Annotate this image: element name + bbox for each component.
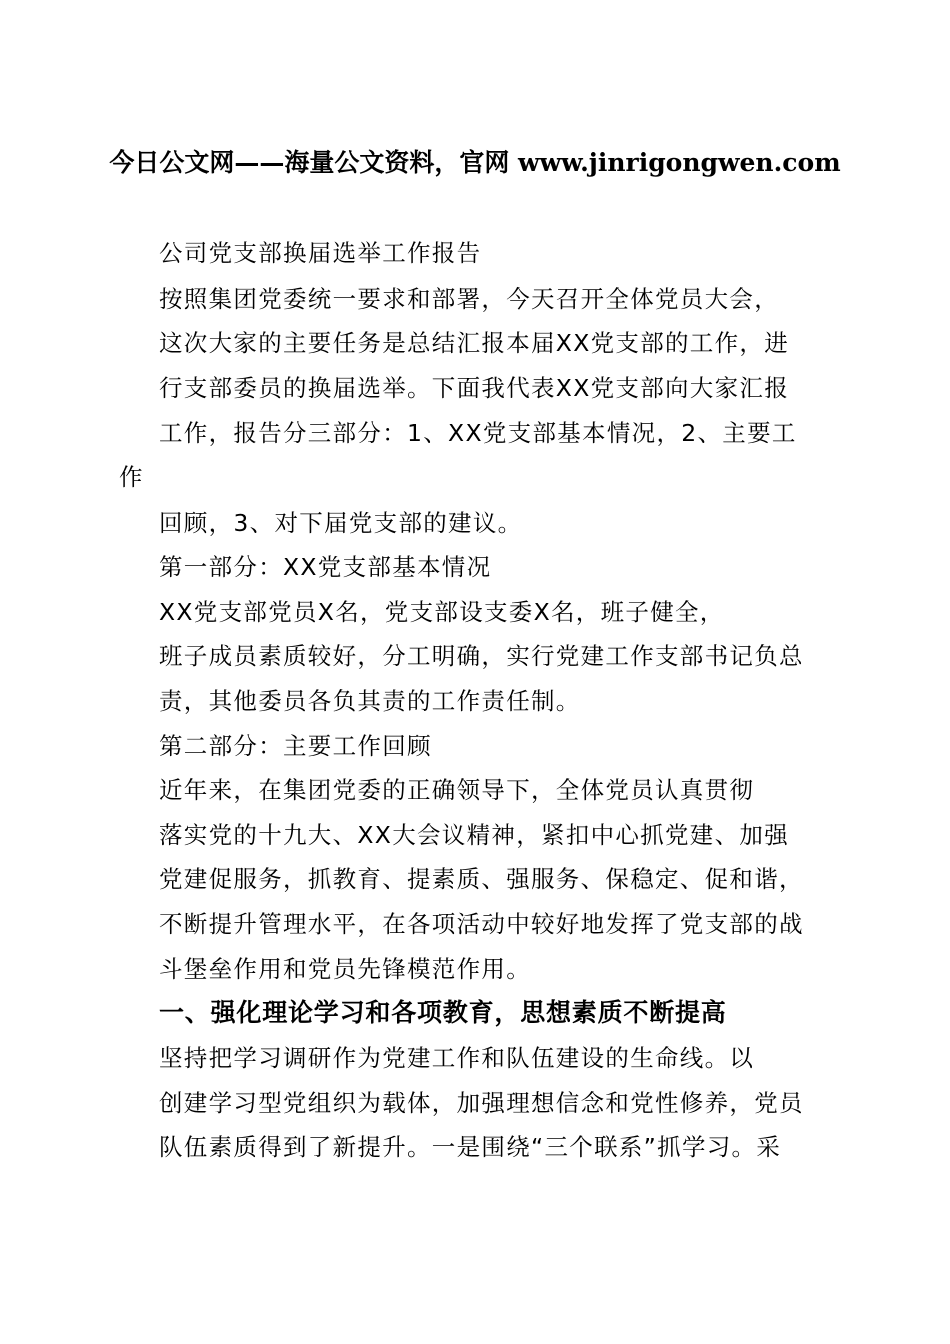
intro-line: 作 [119,463,144,491]
section1-heading: 一、强化理论学习和各项教育，思想素质不断提高 [159,998,727,1027]
intro-line: 按照集团党委统一要求和部署，今天召开全体党员大会， [159,285,779,313]
site-header: 今日公文网——海量公文资料，官网 www.jinrigongwen.com [109,148,841,177]
section1-line: 队伍素质得到了新提升。一是围绕“三个联系”抓学习。采 [159,1133,782,1161]
intro-line: 行支部委员的换届选举。下面我代表XX党支部向大家汇报 [159,374,789,402]
part2-heading: 第二部分：主要工作回顾 [159,732,432,760]
part1-line: 班子成员素质较好，分工明确，实行党建工作支部书记负总 [159,642,804,670]
part2-line: 斗堡垒作用和党员先锋模范作用。 [159,955,531,983]
intro-line: 工作，报告分三部分：1、XX党支部基本情况，2、主要工 [159,419,797,447]
intro-line: 回顾，3、对下届党支部的建议。 [159,509,523,537]
section1-line: 创建学习型党组织为载体，加强理想信念和党性修养，党员 [159,1089,804,1117]
document-title: 公司党支部换届选举工作报告 [159,239,482,267]
intro-line: 这次大家的主要任务是总结汇报本届XX党支部的工作，进 [159,329,789,357]
part1-heading: 第一部分：XX党支部基本情况 [159,553,492,581]
part2-line: 近年来，在集团党委的正确领导下，全体党员认真贯彻 [159,776,755,804]
part2-line: 党建促服务，抓教育、提素质、强服务、保稳定、促和谐， [159,865,804,893]
part2-line: 落实党的十九大、XX大会议精神，紧扣中心抓党建、加强 [159,821,789,849]
part2-line: 不断提升管理水平，在各项活动中较好地发挥了党支部的战 [159,910,804,938]
part1-line: XX党支部党员X名，党支部设支委X名，班子健全， [159,598,725,626]
part1-line: 责，其他委员各负其责的工作责任制。 [159,687,581,715]
section1-line: 坚持把学习调研作为党建工作和队伍建设的生命线。以 [159,1044,755,1072]
